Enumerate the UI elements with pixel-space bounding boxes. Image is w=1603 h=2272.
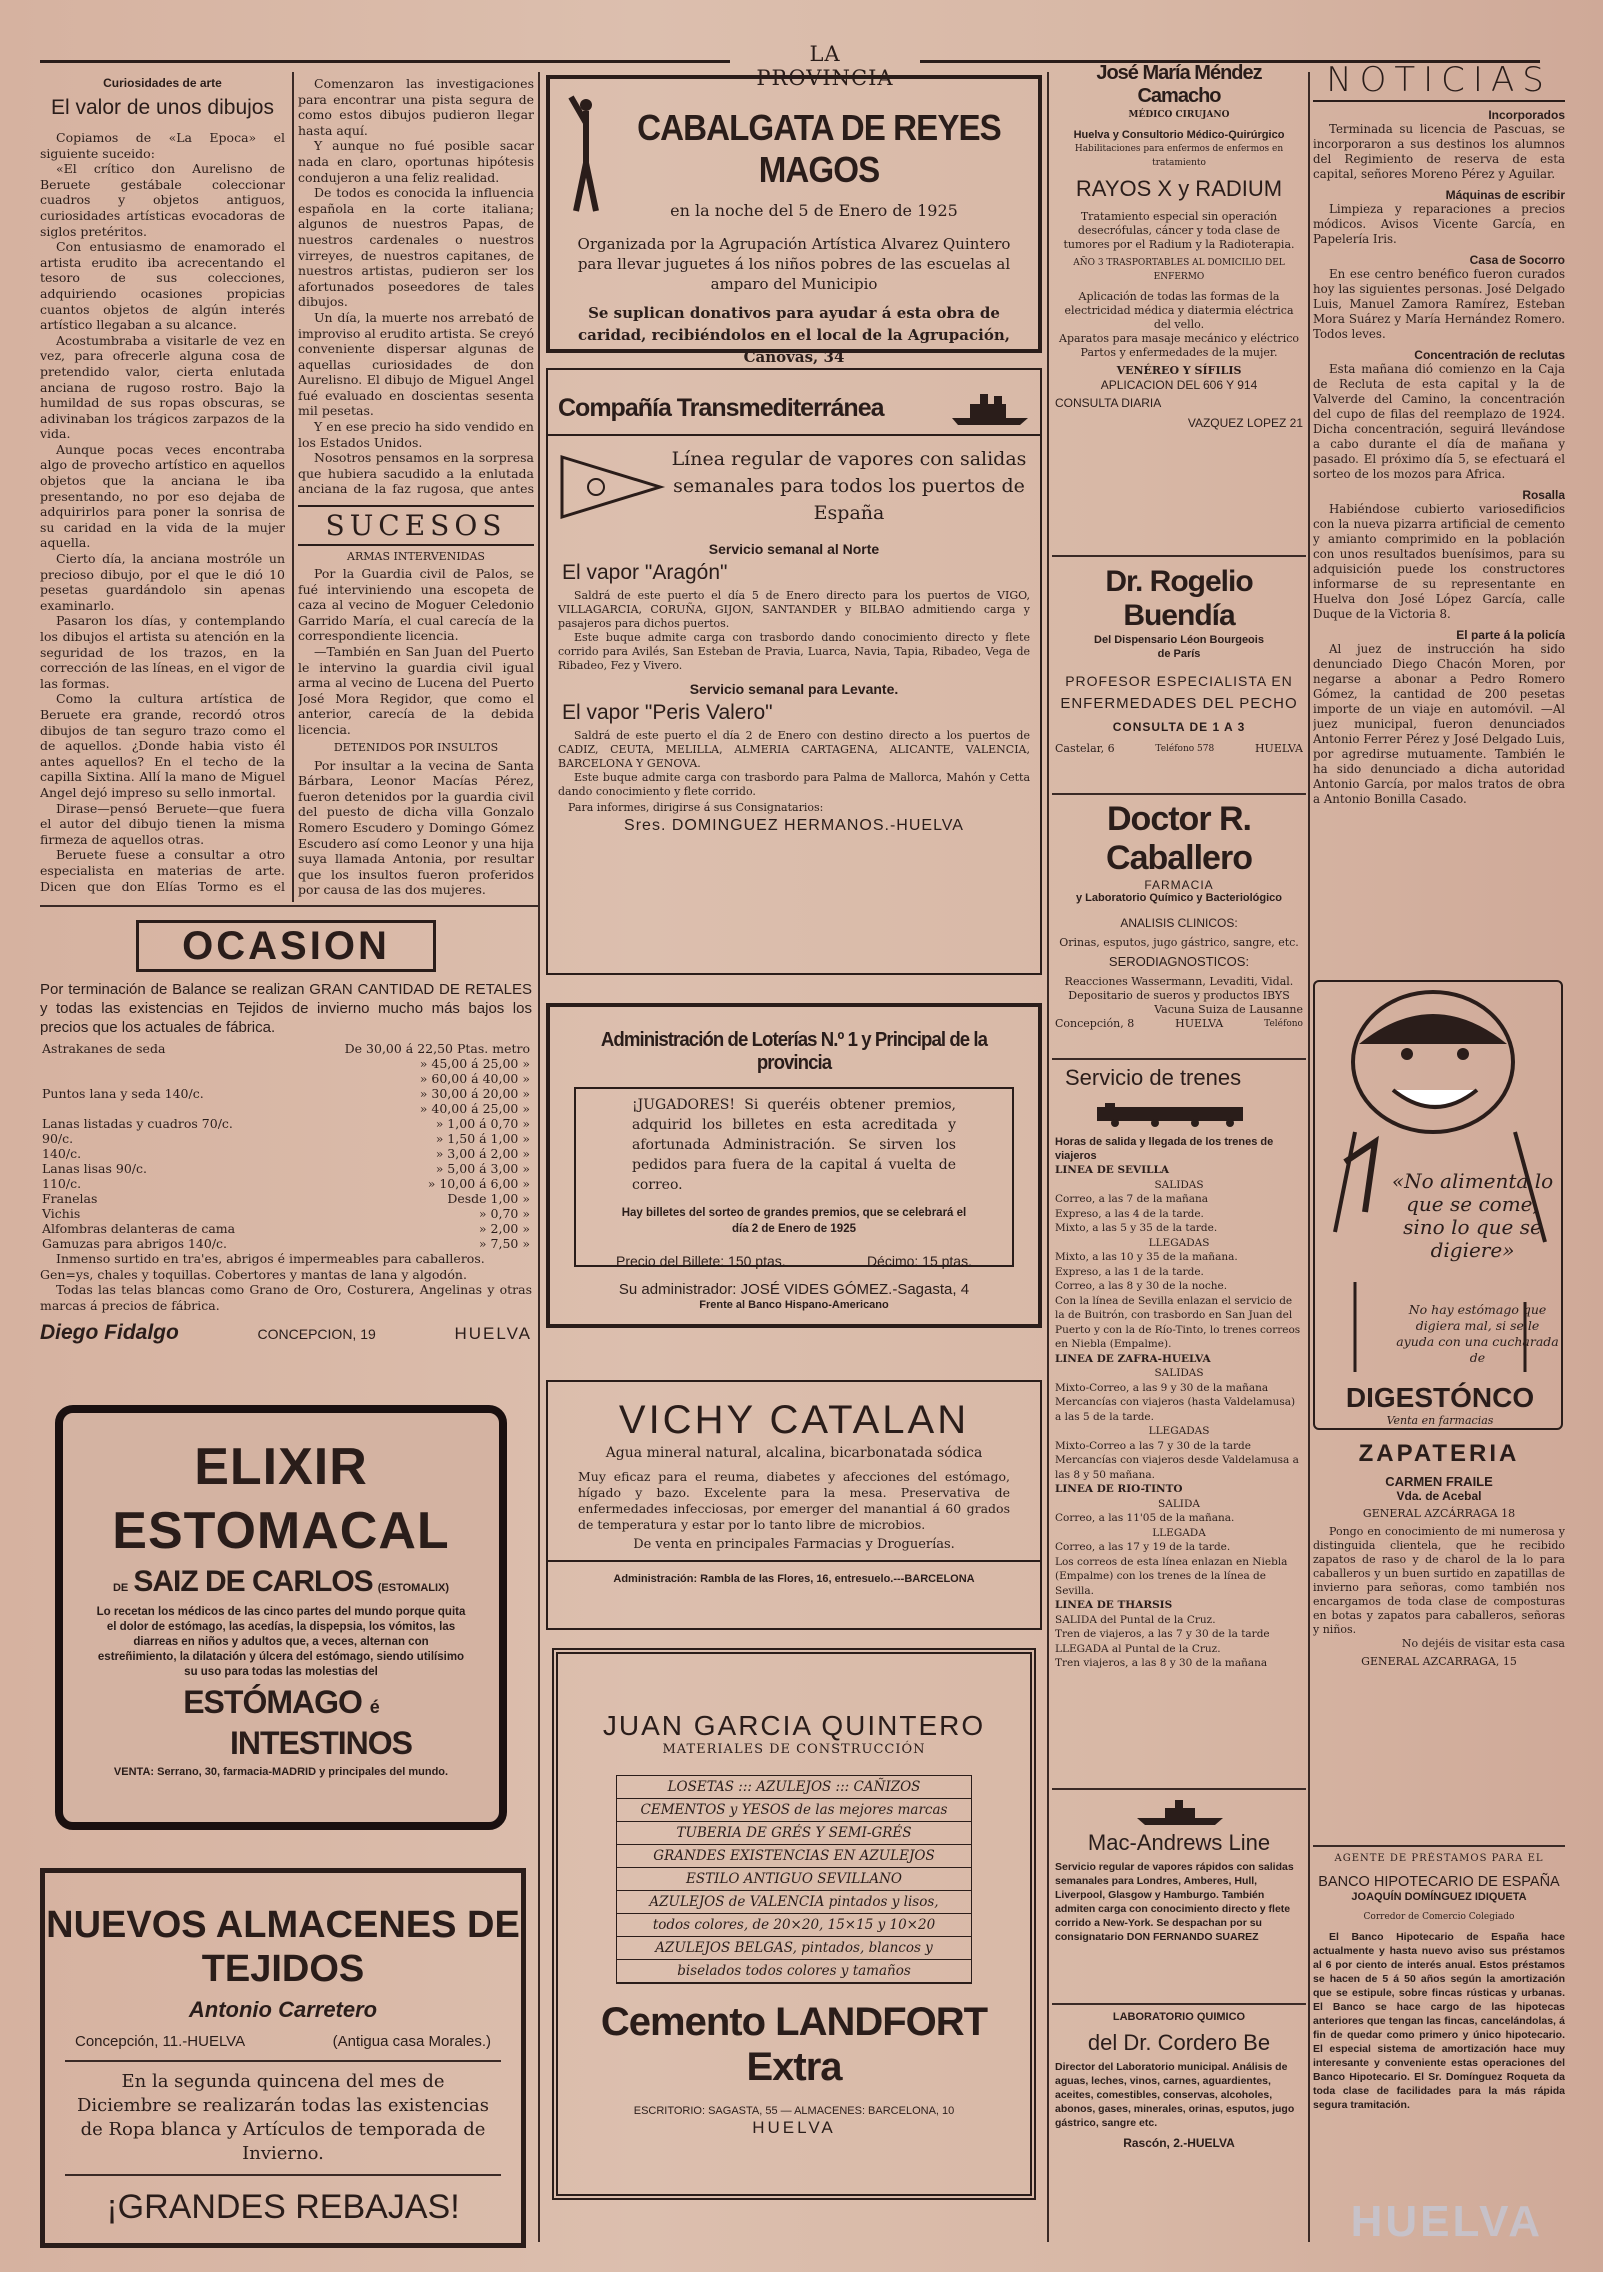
transmed-p1: Saldrá de este puerto el día 5 de Enero directo para los puertos de VIGO, VILLAGARCIA, CORUÑA, GIJON, SANTANDER y BILBAO admitiendo carga y pasajeros para dichos puertos. — [558, 589, 1030, 630]
ship-icon — [950, 390, 1030, 426]
schedule-line: Los correos de esta línea enlazan en Niebla (Empalme) con los trenes de la línea de Sevilla. — [1055, 1555, 1288, 1597]
vichy-sub: Agua mineral natural, alcalina, bicarbonatada sódica — [605, 1445, 983, 1461]
schedule-line: LINEA DE SEVILLA — [1055, 1164, 1170, 1176]
price-row — [40, 1116, 532, 1131]
product-line: LOSETAS ::: AZULEJOS ::: CAÑIZOS — [617, 1776, 971, 1799]
zapateria-addr2: GENERAL AZCARRAGA, 15 — [1361, 1655, 1517, 1668]
cordero-ad — [1055, 2010, 1303, 2240]
article-paragraph: Un día, la muerte nos arrebató de improviso al erudito artista. Se creyó conveniente dispersar algunas de aquellas curiosidades de don Aurelisno. El dibujo de Miguel Angel fué evaluado en doscientas sesenta mil pesetas. — [298, 309, 534, 419]
vichy-title: VICHY CATALAN — [618, 1398, 970, 1442]
schedule-line: Tren de viajeros, a las 7 y 30 de la tarde — [1055, 1628, 1270, 1640]
sucesos-p3: Por insultar a la vecina de Santa Bárbara, Leonor Macías Pérez, fueron detenidos por la guardia civil del puesto de dicha villa Gonzalo Romero Escudero y Domingo Gómez Escudero así como Leonor y una hija suya llamada Antonia, por resultar que los insultos fueron proferidos por causa de las dos mujeres. — [298, 757, 534, 897]
news-body: Al juez de instrucción ha sido denunciado Diego Chacón Moren, por negarse a abonar a Pedro Romero Gómez, la cantidad de 200 pesetas importe de un viaje en automóvil. —Al juez municipal, fueron denunciados Antonio Ferrer Pérez y José Delgado Luis, por agredirse mutuamente. También le ha sido denunciado a dicha autoridad Antonio García, por malos tratos de obra a Antonio Bonilla Casado. — [1313, 642, 1565, 806]
hipotecario-name: JOAQUÍN DOMÍNGUEZ IDIQUETA — [1351, 1891, 1527, 1903]
noticias-title: NOTICIAS — [1313, 60, 1565, 102]
reyes-plea: Se suplican donativos para ayudar á esta obra de caridad, recibiéndolos en el local de la Agrupación, Cánovas, 34 — [578, 304, 1010, 366]
article-body — [40, 130, 285, 896]
mendez-l2: Habilitaciones para enfermos de enfermos en tratamiento — [1074, 144, 1284, 168]
digestonco-slogan2: No hay estómago que digiera mal, si se le ayuda con una cucharada de — [1396, 1302, 1559, 1365]
sucesos-p1: Por la Guardia civil de Palos, se fué interviniendo una escopeta de caza al vecino de Moguer Celedonio Garrido María, el cual carecía de la correspondiente licencia. — [298, 566, 534, 644]
vichy-body: Muy eficaz para el reuma, diabetes y afecciones del estómago, hígado y bazo. Excelente para la mesa. Preservativa de enfermedades infecciosas, por emerger del manantial á 60 grados de temperatura y estar por lo tanto libre de microbios. — [578, 1469, 1010, 1532]
article-paragraph: Cierto día, la anciana mostróle un precioso dibujo, por el que le dió 10 pesetas guardándolo sin apenas examinarlo. — [40, 551, 285, 613]
article-body-2 — [298, 76, 534, 496]
product-line: ESTILO ANTIGUO SEVILLANO — [617, 1868, 971, 1891]
loterias-admin: Su administrador: JOSÉ VIDES GÓMEZ.-Sagasta, 4 — [618, 1281, 970, 1298]
schedule-line: Correo, a las 11'05 de la mañana. — [1055, 1512, 1235, 1524]
schedule-line: Mercancías con viajeros desde Valdelamusa a las 8 y 50 mañana. — [1055, 1454, 1299, 1481]
mendez-role: MÉDICO CIRUJANO — [1128, 110, 1230, 120]
ocasion-outro3: Todas las telas blancas como Grano de Oro, Costurera, Angelinas y otras marcas á precios de fábrica. — [40, 1282, 532, 1313]
schedule-line: SALIDAS — [1154, 1178, 1204, 1191]
price-row — [40, 1056, 532, 1071]
price-row — [40, 1161, 532, 1176]
elixir-stomach: ESTÓMAGO — [183, 1684, 362, 1720]
article-paragraph: Y en ese precio ha sido vendido en los Estados Unidos. — [298, 419, 534, 450]
ocasion-intro: Por terminación de Balance se realizan GRAN CANTIDAD DE RETALES y todas las existencias en Tejidos de invierno mucho más bajos los precios que los actuales de fábrica. — [40, 981, 532, 1036]
digestonco-venta: Venta en farmacias — [1386, 1414, 1494, 1427]
article-paragraph: «El crítico don Aurelisno de Beruete gestábale coleccionar cuadros y objetos antiguos, curiosidades artísticas evocadoras de siglos pretéritos. — [40, 161, 285, 239]
schedule-line: Mixto-Correo, a las 9 y 30 de la mañana — [1055, 1381, 1269, 1394]
caballero-an: ANALISIS CLINICOS: — [1120, 916, 1238, 930]
caballero-an2: Orinas, esputos, jugo gástrico, sangre, etc. — [1059, 936, 1299, 949]
schedule-line: Tren viajeros, a las 8 y 30 de la mañana — [1055, 1657, 1268, 1669]
transmed-line: Línea regular de vapores con salidas semanales para todos los puertos de España — [671, 448, 1027, 524]
article-paragraph: Comenzaron las investigaciones para encontrar una pista segura de como estos dibujos pudieron llegar hasta aquí. — [298, 76, 534, 138]
quintero-ad — [552, 1648, 1036, 2200]
article-paragraph: Con entusiasmo de enamorado el artista erudito iba acrecentando el tesoro de sus colecciones, adquiriendo ocasiones propicias cuantos objetos de algún interés artístico llegaban a su alcance. — [40, 239, 285, 333]
sucesos-sub1: ARMAS INTERVENIDAS — [347, 550, 485, 563]
zapateria-addr: GENERAL AZCÁRRAGA 18 — [1362, 1507, 1516, 1520]
caballero-tel: Teléfono — [1264, 1019, 1303, 1029]
news-body: Esta mañana dió comienzo en la Caja de Recluta de esta capital y la de Valverde del Camino, la concentración del cupo de filas del reemplazo de 1924. Dicha concentración, seguirá llevándose a cabo durante el día de mañana y pasado. El próximo día 5, se efectuará el sorteo de los mozos para Africa. — [1313, 362, 1565, 481]
reyes-body: Organizada por la Agrupación Artística Alvarez Quintero para llevar juguetes á los niños pobres de las escuelas al amparo del Municipio — [577, 235, 1011, 293]
sucesos-title: SUCESOS — [298, 505, 534, 546]
sucesos-sub2: DETENIDOS POR INSULTOS — [333, 740, 499, 754]
schedule-line: Correo, a las 7 de la mañana — [1055, 1193, 1209, 1205]
price-value: » 30,00 á 20,00 » — [419, 1086, 530, 1101]
cordero-body: Director del Laboratorio municipal. Análisis de aguas, leches, vinos, carnes, aguardientes, aceites, comestibles, conservas, alcoholes, abonos, gases, minerales, orinas, esputos, jugo gástrico, sangre etc. — [1055, 2061, 1295, 2129]
elixir-brand: SAIZ DE CARLOS — [133, 1565, 373, 1598]
schedule-line: LINEA DE ZAFRA-HUELVA — [1055, 1352, 1211, 1365]
reyes-title: CABALGATA DE REYES MAGOS — [637, 107, 1001, 190]
transmed-p1b: Este buque admite carga con trasbordo dando conocimiento directo y flete corrido para Avilés, San Esteban de Pravia, Luarca, Navia, Tapia, Ribadeo, Vega de Ribadeo, Fez y Vivero. — [558, 631, 1030, 672]
mendez-t9: CONSULTA DIARIA — [1055, 396, 1162, 410]
hipotecario-body: El Banco Hipotecario de España hace actualmente y hasta nuevo aviso sus préstamos al 6 por ciento de interés anual. Estos préstamos se hacen de 5 á 50 años según la amortización que se estipule, sobre fincas rústicas y urbanas. El Banco se hace cargo de las hipotecas anteriores que tengan las fincas, cancelándolas, á fin de quedar como primero y único hipotecario. El especial sistema de amortización hace muy interesante y conveniente estas operaciones del Banco Hipotecario. El Sr. Domínguez Roqueta da toda clase de facilidades para la más rápida segura tramitación. — [1313, 1931, 1565, 2111]
article-art — [40, 76, 285, 896]
mendez-rayos: RAYOS X y RADIUM — [1075, 176, 1283, 201]
price-value: » 1,50 á 1,00 » — [435, 1131, 530, 1146]
article-paragraph: Copiamos de «La Epoca» el siguiente suceido: — [40, 130, 285, 161]
ocasion-outro1: Inmenso surtido en tra'es, abrigos é impermeables para caballeros. — [56, 1251, 485, 1266]
price-item: Vichis — [42, 1206, 81, 1221]
news-body: Terminada su licencia de Pascuas, se incorporaron a sus destinos los alumnos del Regimiento de reserva de esta capital, señores Moreno Pérez y Aguilar. — [1313, 122, 1565, 181]
loterias-title: Administración de Loterías N.º 1 y Principal de la provincia — [600, 1029, 988, 1074]
price-item: 140/c. — [42, 1146, 82, 1161]
trenes-hdr: Horas de salida y llegada de los trenes de viajeros — [1055, 1136, 1274, 1162]
price-item — [40, 1056, 291, 1071]
news-body: Limpieza y reparaciones a precios módicos. Avisos Vicente García, en Papelería Iris. — [1313, 202, 1565, 246]
article-paragraph: Pasaron los días, y contemplando los dibujos el artista su atención en la seguridad de los trazos, en la corrección de las líneas, en el vigor de las formas. — [40, 613, 285, 691]
mendez-ad — [1055, 62, 1303, 552]
elixir-de: DE — [112, 1582, 129, 1594]
loterias-sorteo: Hay billetes del sorteo de grandes premios, que se celebrará el día 2 de Enero de 1925 — [621, 1207, 967, 1235]
buendia-name: Dr. Rogelio Buendía — [1105, 565, 1253, 632]
trenes-schedule — [1055, 1163, 1303, 1671]
vichy-venta: De venta en principales Farmacias y Droguerías. — [633, 1537, 955, 1552]
digestonco-brand: DIGESTÓNCO — [1345, 1382, 1535, 1413]
elixir-intestines: INTESTINOS — [229, 1725, 412, 1761]
buendia-l3: PROFESOR ESPECIALISTA EN — [1065, 673, 1293, 689]
caballero-addr: Concepción, 8 — [1055, 1017, 1135, 1030]
ocasion-city: HUELVA — [454, 1324, 532, 1344]
buendia-l1: Del Dispensario Léon Bourgeois — [1094, 634, 1264, 646]
macandrews-ad — [1055, 1800, 1303, 2000]
transmed-s1: Servicio semanal al Norte — [708, 541, 880, 557]
ocasion-title: OCASION — [136, 920, 436, 972]
mendez-t7: VENÉREO Y SÍFILIS — [1116, 364, 1242, 377]
article-headline: El valor de unos dibujos — [51, 96, 274, 119]
almacenes-title: NUEVOS ALMACENES DE TEJIDOS — [46, 1904, 520, 1990]
price-item — [40, 1071, 291, 1086]
buendia-l2: de París — [1157, 648, 1201, 660]
elixir-ad — [55, 1405, 507, 1830]
price-value: » 3,00 á 2,00 » — [435, 1146, 530, 1161]
noticias-list — [1313, 108, 1565, 807]
mendez-t8: APLICACION DEL 606 Y 914 — [1100, 378, 1258, 392]
cordero-lab: LABORATORIO QUIMICO — [1112, 2011, 1246, 2023]
price-value: » 40,00 á 25,00 » — [419, 1101, 530, 1116]
schedule-line: Expreso, a las 1 de la tarde. — [1055, 1265, 1204, 1278]
article-paragraph: De todos es conocida la influencia española en la corte italiana; algunos de nuestros Papas, de nuestros cardenales o nuestros virreyes, de nuestros capitanes, de nuestros artistas, pudieron ser los afortunados poseedores de tales dibujos. — [298, 185, 534, 310]
article-paragraph: Aunque pocas veces encontraba algo de provecho artístico en aquellos objetos que la anciana le iba presentando, no por eso dejaba de adquirirlos para poner la sonrisa de su caridad en la vida de la mujer aquella. — [40, 441, 285, 551]
article-paragraph: Dirase—pensó Beruete—que fuera el autor del dibujo tienen la misma firmeza de aquellos otras. — [40, 800, 285, 847]
transmed-v2: El vapor "Peris Valero" — [562, 701, 773, 724]
almacenes-body: En la segunda quincena del mes de Diciembre se realizarán todas las existencias de Ropa blanca y Artículos de temporada de Invierno. — [76, 2071, 490, 2164]
news-heading: Concentración de reclutas — [1414, 348, 1565, 362]
price-item: 90/c. — [42, 1131, 74, 1146]
transmed-ad — [546, 368, 1042, 975]
price-row — [40, 1236, 532, 1251]
buendia-ad — [1055, 565, 1303, 790]
caballero-vac: Vacuna Suiza de Lausanne — [1154, 1003, 1303, 1016]
article-paragraph: Beruete fuese a consultar a otro especialista en materias de arte. Dicen que don Elías Tormo es el — [40, 847, 285, 894]
price-item: Puntos lana y seda 140/c. — [42, 1086, 204, 1101]
price-value: » 2,00 » — [478, 1221, 530, 1236]
product-line: biselados todos colores y tamaños — [617, 1960, 971, 1983]
schedule-line: LLEGADA — [1152, 1526, 1206, 1539]
schedule-line: Con la línea de Sevilla enlazan el servicio de la de Buitrón, con trasbordo en San Juan del Puerto y con la de Río-Tinto, lo trenes correos en Niebla (Empalme). — [1055, 1294, 1301, 1350]
zapateria-title: ZAPATERIA — [1358, 1440, 1520, 1467]
price-value: De 30,00 á 22,50 Ptas. metro — [344, 1041, 530, 1056]
quintero-city: HUELVA — [752, 2118, 836, 2137]
schedule-line: Correo, a las 17 y 19 de la tarde. — [1055, 1541, 1231, 1553]
loterias-frente: Frente al Banco Hispano-Americano — [699, 1299, 889, 1311]
schedule-line: Mixto-Correo a las 7 y 30 de la tarde — [1055, 1439, 1251, 1452]
price-row — [40, 1071, 532, 1086]
vichy-admin: Administración: Rambla de las Flores, 16, entresuelo.---BARCELONA — [548, 1560, 1040, 1586]
caballero-ad — [1055, 800, 1303, 1055]
hipotecario-title: BANCO HIPOTECARIO DE ESPAÑA — [1318, 1874, 1560, 1890]
quintero-addr: ESCRITORIO: SAGASTA, 55 — ALMACENES: BARCELONA, 10 — [633, 2105, 955, 2117]
article-continuation — [298, 76, 534, 496]
schedule-line: LLEGADAS — [1148, 1425, 1210, 1437]
train-icon — [1095, 1101, 1245, 1127]
hipotecario-ad — [1313, 1852, 1565, 2242]
mendez-t4: Aplicación de todas las formas de la electricidad médica y diatermia eléctrica del vello. — [1064, 290, 1294, 331]
steamship-icon — [1135, 1800, 1225, 1826]
schedule-line: Mercancías con viajeros (hasta Valdelamusa) a las 5 de la tarde. — [1055, 1396, 1296, 1423]
buendia-l5: CONSULTA DE 1 A 3 — [1112, 720, 1246, 734]
schedule-line: Expreso, a las 4 de la tarde. — [1055, 1207, 1204, 1220]
mendez-t2: desecrófulas, cáncer y toda clase de tumores por el Radium y la Radioterapia. — [1063, 224, 1295, 251]
schedule-line: Correo, a las 8 y 30 de la noche. — [1055, 1280, 1228, 1292]
product-line: todos colores, de 20×20, 15×15 y 10×20 — [617, 1914, 971, 1937]
mendez-l1: Huelva y Consultorio Médico-Quirúrgico — [1073, 129, 1285, 141]
caballero-name: Doctor R. Caballero — [1106, 800, 1252, 877]
ocasion-outro2: Gen=ys, chales y toquillas. Cobertores y mantas de lana y algodón. — [40, 1266, 467, 1282]
vichy-ad — [546, 1380, 1042, 1630]
mendez-t6: Partos y enfermedades de la mujer. — [1080, 346, 1278, 359]
article-kicker: Curiosidades de arte — [103, 76, 222, 90]
ocasion-signer: Diego Fidalgo — [40, 1321, 179, 1345]
schedule-line: LLEGADAS — [1148, 1236, 1210, 1249]
elixir-body: Lo recetan los médicos de las cinco partes del mundo porque quita el dolor de estómago, las acedías, la dispepsia, los vómitos, las diarreas en niños y adultos que, a veces, alternan con estreñimiento, la dilatación y úlcera del estómago, siendo utilísimo su uso para todas las molestias del — [96, 1606, 466, 1678]
transmed-title: Compañía Transmediterránea — [558, 393, 884, 422]
macandrews-title: Mac-Andrews Line — [1087, 1830, 1271, 1855]
news-body: En ese centro benéfico fueron curados hoy las siguientes personas. José Delgado Luis, Manuel Zamora Ramírez, Esteban Mora Suárez y María Hernández Romero. Todos leves. — [1313, 267, 1565, 341]
news-heading: Máquinas de escribir — [1445, 188, 1565, 202]
news-heading: Incorporados — [1488, 108, 1565, 122]
hipotecario-role: Corredor de Comercio Colegiado — [1363, 1912, 1515, 1922]
transmed-info: Para informes, dirigirse á sus Consignatarios: — [568, 801, 824, 814]
schedule-line: LLEGADA al Puntal de la Cruz. — [1055, 1642, 1221, 1655]
almacenes-prev: (Antigua casa Morales.) — [332, 2033, 491, 2050]
quintero-sub: MATERIALES DE CONSTRUCCIÓN — [662, 1742, 926, 1757]
flag-icon — [556, 447, 666, 527]
elixir-foot: VENTA: Serrano, 30, farmacia-MADRID y principales del mundo. — [113, 1766, 449, 1778]
price-row — [40, 1146, 532, 1161]
caballero-lab: y Laboratorio Químico y Bacteriológico — [1076, 892, 1282, 904]
trenes-section — [1055, 1065, 1303, 1785]
sucesos-section — [298, 505, 534, 897]
caballero-city: HUELVA — [1175, 1017, 1224, 1030]
zapateria-note: No dejéis de visitar esta casa — [1401, 1637, 1565, 1650]
price-item: 110/c. — [42, 1176, 82, 1191]
mendez-name: José María Méndez Camacho — [1096, 62, 1262, 107]
price-item: Lanas listadas y cuadros 70/c. — [42, 1116, 233, 1131]
price-row — [40, 1206, 532, 1221]
article-paragraph: Como la cultura artística de Beruete era grande, recordó otros dibujos de tan seguro trazo como el de aquellos. ¿Donde habia visto él antes aquellos? En el techo de la capilla Sixtina. Allí la mano de Miguel Angel dejó impreso su sello inmortal. — [40, 691, 285, 800]
loterias-decimo: Décimo: 15 ptas. — [866, 1253, 972, 1269]
reyes-date: en la noche del 5 de Enero de 1925 — [670, 201, 958, 220]
news-heading: Casa de Socorro — [1469, 253, 1565, 267]
almacenes-addr: Concepción, 11.-HUELVA — [75, 2033, 246, 2050]
schedule-line: SALIDAS — [1154, 1367, 1204, 1379]
buendia-city: HUELVA — [1254, 742, 1303, 755]
reyes-ad — [546, 75, 1042, 366]
digestonco-ad — [1313, 980, 1563, 1430]
quintero-products — [616, 1775, 972, 1984]
price-value: » 10,00 á 6,00 » — [427, 1176, 530, 1191]
buendia-l4: ENFERMEDADES DEL PECHO — [1060, 695, 1298, 712]
price-value: Desde 1,00 » — [447, 1191, 530, 1206]
mendez-t10: VAZQUEZ LOPEZ 21 — [1187, 416, 1303, 430]
caballero-dep: Depositario de sueros y productos IBYS — [1068, 989, 1290, 1002]
transmed-p2: Saldrá de este puerto el día 2 de Enero con destino directo a los puertos de CADIZ, CEUTA, MELILLA, ALMERIA CARTAGENA, ALICANTE, VALENCIA, BARCELONA Y GENOVA. — [558, 729, 1030, 770]
price-value: » 1,00 á 0,70 » — [435, 1116, 530, 1131]
price-value: » 60,00 á 40,00 » — [419, 1071, 530, 1086]
sucesos-p2: —También en San Juan del Puerto le intervino la guardia civil igual arma al vecino de Lucena del Puerto José Mora Regidor, que como el anterior, carecía de la debida licencia. — [298, 643, 534, 737]
zapateria-name: CARMEN FRAILE — [1385, 1474, 1493, 1489]
schedule-line: SALIDA — [1158, 1497, 1200, 1510]
product-line: AZULEJOS de VALENCIA pintados y lisos, — [617, 1891, 971, 1914]
elixir-e: é — [369, 1697, 379, 1717]
almacenes-rebajas: ¡GRANDES REBAJAS! — [106, 2188, 460, 2226]
noticias-section — [1313, 60, 1565, 975]
almacenes-owner: Antonio Carretero — [188, 1997, 378, 2022]
news-body: Habiéndose cubierto variosedificios con la nueva pizarra artificial de cemento y amianto comprimido en la población con unos resultados buenísimos, para su adquisición puede los constructores informarse de su representante en Huelva don José López García, calle Duque de la Victoria 8. — [1313, 502, 1565, 621]
hipotecario-agent: AGENTE DE PRÉSTAMOS PARA EL — [1334, 1853, 1544, 1864]
macandrews-body: Servicio regular de vapores rápidos con salidas semanales para Londres, Amberes, Hull, Liverpool, Glasgow y Hamburgo. También admiten carga con conocimiento directo y flete corrido a New-York. Se despachan por su consignatario DON FERNANDO SUAREZ — [1055, 1861, 1294, 1943]
price-item: Astrakanes de seda — [42, 1041, 166, 1056]
page-title: LA PROVINCIA — [756, 42, 894, 90]
mendez-t1: Tratamiento especial sin operación — [1080, 210, 1278, 223]
ocasion-price-table — [40, 1041, 532, 1251]
schedule-line: LINEA DE THARSIS — [1055, 1599, 1173, 1611]
schedule-line: Mixto, a las 10 y 35 de la mañana. — [1055, 1251, 1238, 1263]
mendez-t3: AÑO 3 TRASPORTABLES AL DOMICILIO DEL ENFERMO — [1073, 258, 1285, 282]
price-value: » 0,70 » — [478, 1206, 530, 1221]
caballero-sub: FARMACIA — [1144, 878, 1214, 892]
price-value: » 45,00 á 25,00 » — [419, 1056, 530, 1071]
figure-icon — [566, 93, 606, 213]
loterias-ad — [546, 1003, 1042, 1328]
price-row — [40, 1191, 532, 1206]
news-heading: El parte á la policía — [1456, 628, 1565, 642]
trenes-title: Servicio de trenes — [1065, 1065, 1242, 1090]
elixir-title: ELIXIR ESTOMACAL — [112, 1438, 450, 1560]
loterias-body: ¡JUGADORES! Si queréis obtener premios, adquirid los billetes en esta acreditada y afortunada Administración. Se sirven los pedidos para fuera de la capital á vuelta de correo. — [632, 1097, 956, 1193]
product-line: TUBERIA DE GRÉS Y SEMI-GRÉS — [617, 1822, 971, 1845]
buendia-addr: Castelar, 6 — [1055, 742, 1115, 755]
article-paragraph: Acostumbraba a visitarle de vez en vez, para ofrecerle alguna cosa de pretendido valor, cierta enlutada anciana de rugoso rostro. Bajo la humildad de sus ropas obscuras, se adivinaban los trágicos zarpazos de la vida. — [40, 332, 285, 442]
almacenes-ad — [40, 1868, 526, 2248]
price-item: Franelas — [42, 1191, 98, 1206]
price-item — [40, 1101, 291, 1116]
archive-watermark: HUELVA — [1350, 2197, 1543, 2246]
price-value: » 7,50 » — [478, 1236, 530, 1251]
digestonco-slogan1: «No alimenta lo que se come, sino lo que se digiere» — [1391, 1170, 1554, 1262]
product-line: GRANDES EXISTENCIAS EN AZULEJOS — [617, 1845, 971, 1868]
price-item: Lanas lisas 90/c. — [42, 1161, 147, 1176]
schedule-line: Mixto, a las 5 y 35 de la tarde. — [1055, 1222, 1218, 1234]
loterias-precio: Precio del Billete: 150 ptas. — [616, 1253, 786, 1269]
caballero-sero2: Reacciones Wassermann, Levaditi, Vidal. — [1064, 975, 1294, 988]
transmed-agent: Sres. DOMINGUEZ HERMANOS.-HUELVA — [624, 817, 964, 834]
article-paragraph: Nosotros pensamos en la sorpresa que hubiera sacudido a la enlutada anciana de la faz rugosa, que antes — [298, 450, 534, 496]
article-paragraph: Y aunque no fué posible sacar nada en claro, oportunas hipótesis condujeron a una feliz realidad. — [298, 138, 534, 185]
transmed-v1: El vapor "Aragón" — [562, 561, 728, 584]
ocasion-ad — [40, 920, 532, 1405]
transmed-s2: Servicio semanal para Levante. — [689, 681, 899, 697]
transmed-p2b: Este buque admite carga con trasbordo para Palma de Mallorca, Mahón y Cetta dando conocimiento y flete corrido. — [558, 771, 1030, 798]
price-value: » 5,00 á 3,00 » — [435, 1161, 530, 1176]
price-item: Gamuzas para abrigos 140/c. — [42, 1236, 228, 1251]
price-row — [40, 1221, 532, 1236]
zapateria-ad — [1313, 1440, 1565, 1820]
price-row — [40, 1101, 532, 1116]
price-row — [40, 1176, 532, 1191]
quintero-title: JUAN GARCIA QUINTERO — [602, 1710, 986, 1741]
quintero-cemento: Cemento LANDFORT Extra — [600, 2000, 988, 2089]
cordero-name: del Dr. Cordero Be — [1087, 2030, 1271, 2055]
price-item: Alfombras delanteras de cama — [42, 1221, 236, 1236]
caballero-sero: SERODIAGNOSTICOS: — [1108, 954, 1250, 969]
schedule-line: LINEA DE RIO-TINTO — [1055, 1483, 1183, 1495]
ocasion-address: CONCEPCION, 19 — [257, 1326, 376, 1343]
buendia-tel: Teléfono 578 — [1155, 744, 1215, 754]
product-line: CEMENTOS y YESOS de las mejores marcas — [617, 1799, 971, 1822]
news-heading: Rosalla — [1522, 488, 1565, 502]
zapateria-body: Pongo en conocimiento de mi numerosa y distinguida clientela, que he recibido zapatos de raso y de charol de la lo para caballeros y un buen surtido en zapatillas de invierno para señoras, como también nos encargamos de toda clase de composturas en botas y zapatos para caballeros, señoras y niños. — [1313, 1525, 1565, 1636]
schedule-line: SALIDA del Puntal de la Cruz. — [1055, 1613, 1216, 1626]
cordero-addr: Rascón, 2.-HUELVA — [1123, 2136, 1235, 2150]
price-row — [40, 1086, 532, 1101]
elixir-subbrand: (ESTOMALIX) — [377, 1582, 450, 1594]
zapateria-vda: Vda. de Acebal — [1396, 1489, 1482, 1503]
price-row — [40, 1131, 532, 1146]
price-row — [40, 1041, 532, 1056]
product-line: AZULEJOS BELGAS, pintados, blancos y — [617, 1937, 971, 1960]
mendez-t5: Aparatos para masaje mecánico y eléctrico — [1059, 332, 1299, 345]
